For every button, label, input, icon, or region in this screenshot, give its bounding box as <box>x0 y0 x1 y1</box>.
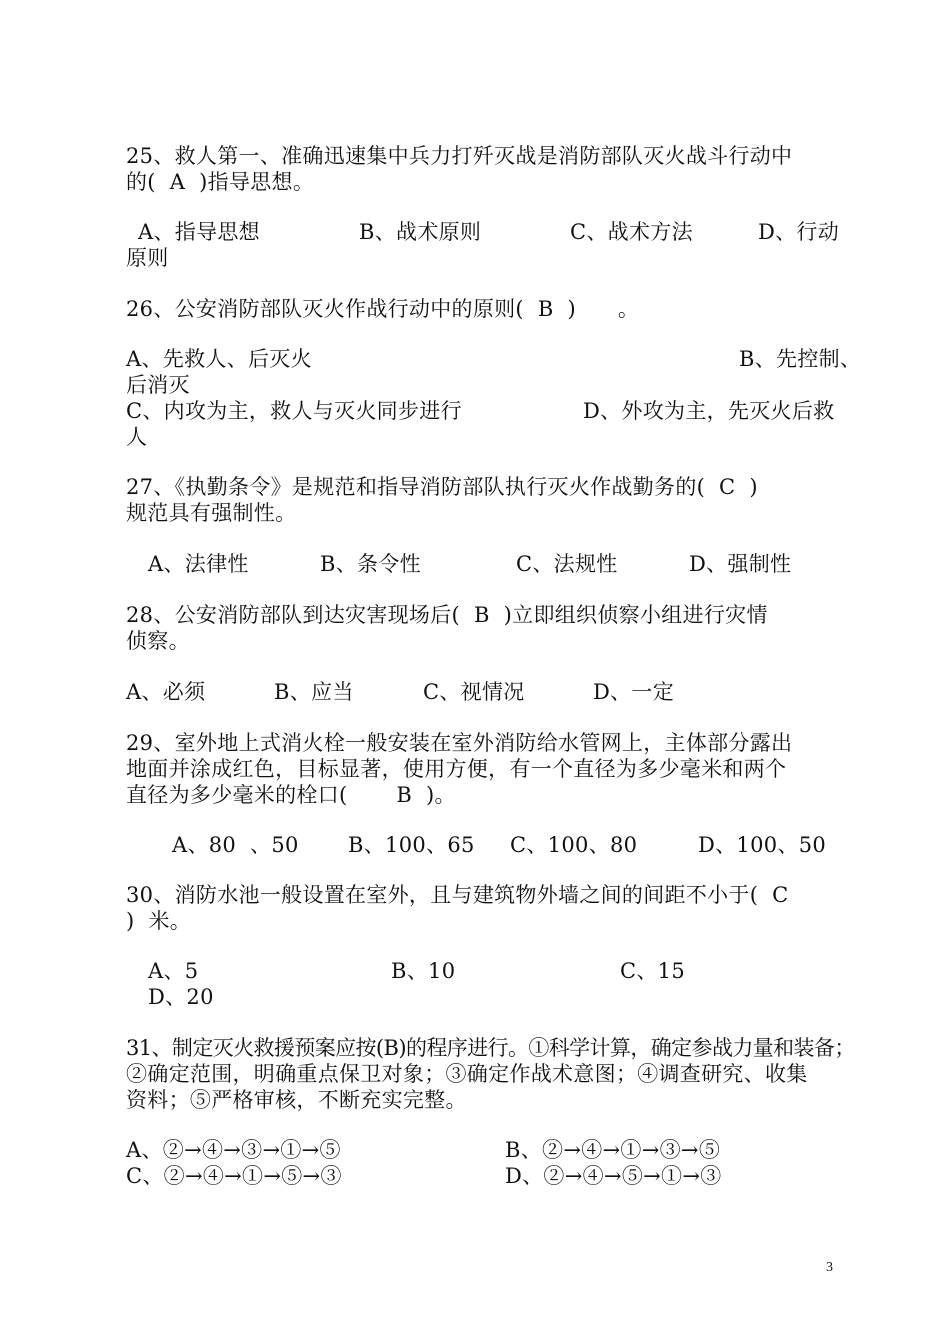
q29-stem-line3: 直径为多少毫米的栓口( B )。 <box>126 783 456 807</box>
page-number: 3 <box>826 1260 833 1275</box>
q30-stem-line2: ) 米。 <box>126 909 192 933</box>
q27-option-c: C、法规性 <box>516 552 618 576</box>
q29-option-d: D、100、50 <box>698 833 827 857</box>
q29-stem-line2: 地面并涂成红色，目标显著，使用方便，有一个直径为多少毫米和两个 <box>126 757 787 781</box>
q28-option-d: D、一定 <box>593 680 675 704</box>
q26-stem-line1: 26、公安消防部队灭火作战行动中的原则( B ) 。 <box>126 297 640 321</box>
q27-option-b: B、条令性 <box>320 552 421 576</box>
q30-option-a: A、5 <box>148 959 199 983</box>
q26-option-a: A、先救人、后灭火 <box>126 347 312 371</box>
q27-stem-line2: 规范具有强制性。 <box>126 501 297 525</box>
q30-option-d: D、20 <box>148 985 214 1009</box>
q28-stem-line2: 侦察。 <box>126 629 190 653</box>
q26-option-d-cont: 人 <box>126 425 148 449</box>
q27-stem-line1: 27、《执勤条令》是规范和指导消防部队执行灭火作战勤务的( C ) <box>126 475 758 499</box>
q26-option-c: C、内攻为主，救人与灭火同步进行 <box>126 399 462 423</box>
q28-stem-line1: 28、公安消防部队到达灾害现场后( B )立即组织侦察小组进行灾情 <box>126 603 768 627</box>
q25-option-a: A、指导思想 <box>138 220 260 244</box>
q31-stem-line2: ②确定范围，明确重点保卫对象；③确定作战术意图；④调查研究、收集 <box>126 1062 808 1086</box>
q27-option-a: A、法律性 <box>148 552 249 576</box>
q31-option-d: D、②→④→⑤→①→③ <box>505 1164 722 1188</box>
q26-option-b-cont: 后消灭 <box>126 373 190 397</box>
q27-option-d: D、强制性 <box>689 552 792 576</box>
q29-option-c: C、100、80 <box>510 833 638 857</box>
q30-option-c: C、15 <box>620 959 685 983</box>
q29-option-a: A、80 、50 <box>172 833 299 857</box>
q28-option-a: A、必须 <box>126 680 206 704</box>
q31-stem-line1: 31、制定灭火救援预案应按(B)的程序进行。①科学计算，确定参战力量和装备； <box>126 1036 855 1060</box>
q31-stem-line3: 资料；⑤严格审核，不断充实完整。 <box>126 1088 467 1112</box>
q26-option-d: D、外攻为主，先灭火后救 <box>583 399 835 423</box>
q25-option-d-cont: 原则 <box>126 246 169 270</box>
q25-option-c: C、战术方法 <box>570 220 693 244</box>
q31-option-c: C、②→④→①→⑤→③ <box>126 1164 342 1188</box>
q26-option-b: B、先控制、 <box>739 347 862 371</box>
q25-option-d: D、行动 <box>758 220 840 244</box>
q31-option-b: B、②→④→①→③→⑤ <box>505 1138 721 1162</box>
q30-stem-line1: 30、消防水池一般设置在室外，且与建筑物外墙之间的间距不小于( C <box>126 883 789 907</box>
q29-stem-line1: 29、室外地上式消火栓一般安装在室外消防给水管网上，主体部分露出 <box>126 731 793 755</box>
q25-stem-line2: 的( A )指导思想。 <box>126 170 315 194</box>
q31-option-a: A、②→④→③→①→⑤ <box>126 1138 341 1162</box>
q29-option-b: B、100、65 <box>348 833 475 857</box>
q30-option-b: B、10 <box>391 959 456 983</box>
q25-stem-line1: 25、救人第一、准确迅速集中兵力打歼灭战是消防部队灭火战斗行动中 <box>126 144 793 168</box>
q28-option-c: C、视情况 <box>423 680 525 704</box>
q28-option-b: B、应当 <box>274 680 354 704</box>
q25-option-b: B、战术原则 <box>359 220 482 244</box>
